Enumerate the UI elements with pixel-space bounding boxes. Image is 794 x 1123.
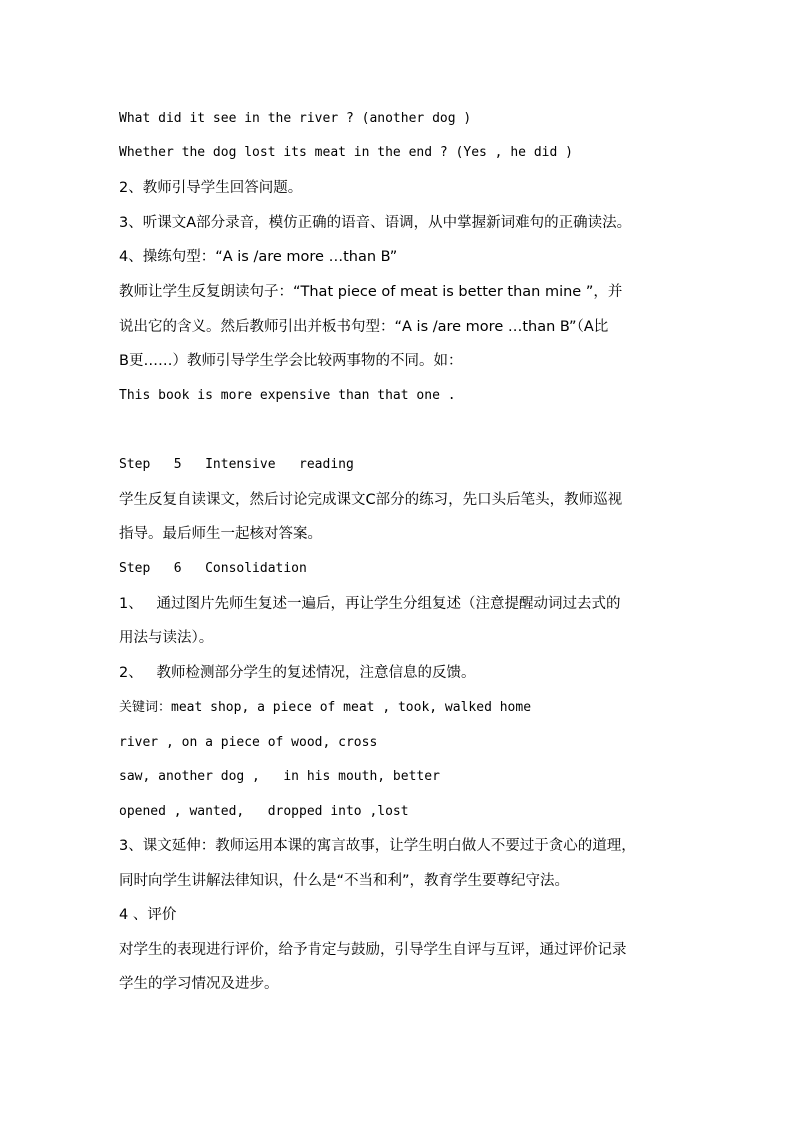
text-line-22: 3、课文延伸：教师运用本课的寓言故事，让学生明白做人不要过于贪心的道理，	[119, 838, 636, 854]
text-line-6: 教师让学生反复朗读句子：“That piece of meat is better than mine ”，并	[119, 284, 623, 300]
text-line-2: Whether the dog lost its meat in the end ? (Yes , he did )	[119, 145, 573, 160]
text-line-17: 2、 教师检测部分学生的复述情况，注意信息的反馈。	[119, 665, 476, 681]
text-line-25: 对学生的表现进行评价，给予肯定与鼓励，引导学生自评与互评，通过评价记录	[119, 942, 627, 958]
evaluation-heading: 4 、评价	[119, 907, 177, 923]
text-line-4: 3、听课文A部分录音，模仿正确的语音、语调，从中掌握新词难句的正确读法。	[119, 215, 632, 231]
keywords-line-2: river , on a piece of wood, cross	[119, 735, 378, 750]
text-line-1: What did it see in the river ? (another dog )	[119, 111, 472, 126]
text-line-7: 说出它的含义。然后教师引出并板书句型：“A is /are more …than B”（A比	[119, 319, 609, 335]
text-line-16: 用法与读法）。	[119, 630, 214, 646]
step-5-heading: Step 5 Intensive reading	[119, 457, 354, 472]
text-line-8: B更……）教师引导学生学会比较两事物的不同。如：	[119, 353, 463, 369]
keywords-line-3: saw, another dog , in his mouth, better	[119, 769, 440, 784]
text-line-26: 学生的学习情况及进步。	[119, 976, 279, 992]
text-line-5: 4、操练句型：“A is /are more …than B”	[119, 249, 398, 265]
text-line-10	[119, 419, 679, 443]
text-line-15: 1、 通过图片先师生复述一遍后，再让学生分组复述（注意提醒动词过去式的	[119, 596, 621, 612]
text-line-23: 同时向学生讲解法律知识，什么是“不当和利”，教育学生要尊纪守法。	[119, 873, 570, 889]
text-line-12: 学生反复自读课文，然后讨论完成课文C部分的练习，先口头后笔头，教师巡视	[119, 492, 623, 508]
step-6-heading: Step 6 Consolidation	[119, 561, 307, 576]
text-line-9: This book is more expensive than that one .	[119, 388, 456, 403]
text-line-13: 指导。最后师生一起核对答案。	[119, 526, 322, 542]
keywords-line-1: 关键词：meat shop, a piece of meat , took, walked home	[119, 700, 532, 715]
keywords-line-4: opened , wanted, dropped into ,lost	[119, 804, 409, 819]
text-line-3: 2、教师引导学生回答问题。	[119, 180, 303, 196]
